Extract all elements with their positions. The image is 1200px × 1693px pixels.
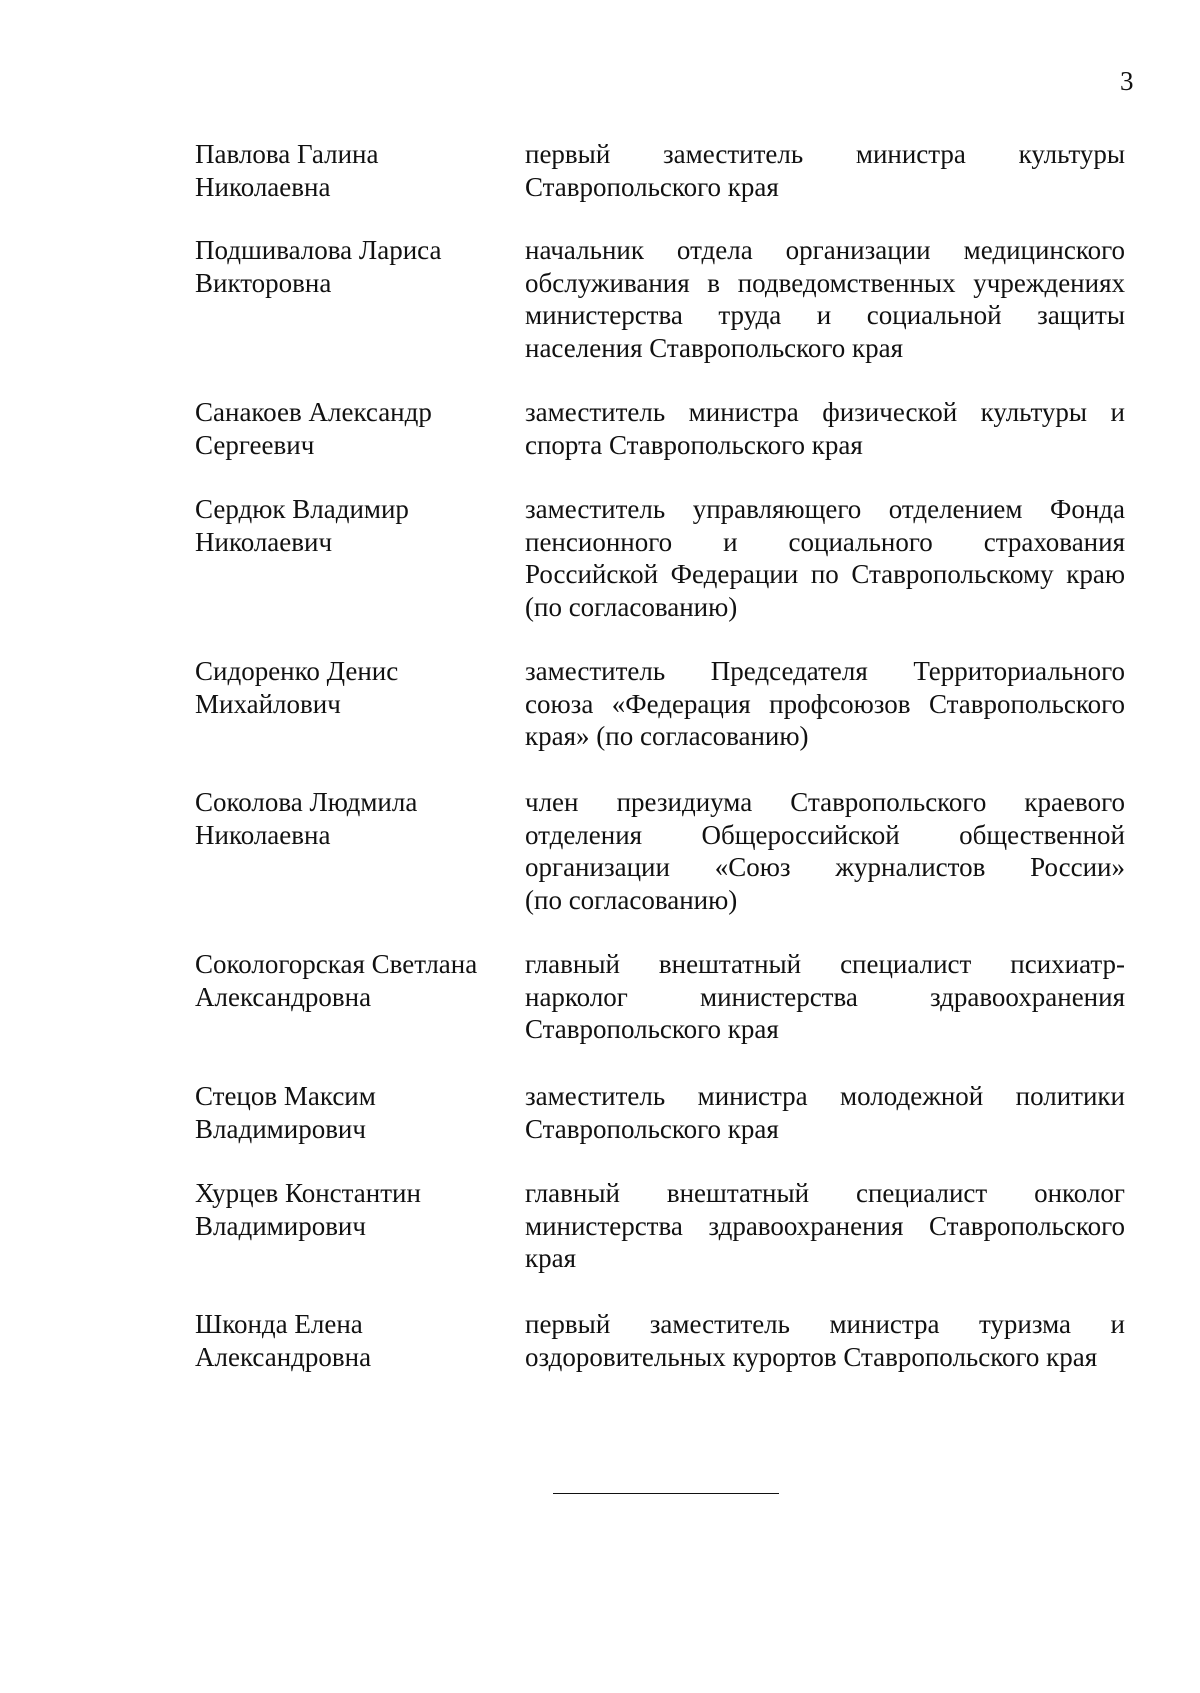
member-position-line: главный внештатный специалист психиатр- bbox=[525, 949, 1125, 979]
member-position-line: обслуживания в подведомственных учреждениях bbox=[525, 267, 1125, 298]
member-position-line: отделения Общероссийской общественной bbox=[525, 819, 1125, 850]
member-position bbox=[525, 1080, 1125, 1145]
member-name-line: Стецов Максим bbox=[195, 1081, 376, 1111]
member-position-line: министерства труда и социальной защиты bbox=[525, 300, 1125, 330]
member-name-line: Соколова Людмила bbox=[195, 787, 418, 817]
member-name-line: Владимирович bbox=[195, 1113, 366, 1144]
member-position-line: заместитель управляющего отделением Фонда bbox=[525, 494, 1125, 524]
member-name-line: Александровна bbox=[195, 981, 372, 1012]
member-position-line: Ставропольского края bbox=[525, 171, 779, 202]
member-position bbox=[525, 493, 1125, 623]
member-name-line: Владимирович bbox=[195, 1210, 366, 1241]
member-position bbox=[525, 138, 1125, 203]
member-position bbox=[525, 948, 1125, 1046]
member-position-line: организации «Союз журналистов России» bbox=[525, 852, 1125, 882]
member-name-line: Сидоренко Денис bbox=[195, 656, 399, 686]
member-name bbox=[195, 396, 495, 461]
member-name-line: Михайлович bbox=[195, 688, 341, 719]
member-position-line: края» (по согласованию) bbox=[525, 721, 809, 751]
member-position-line: министерства здравоохранения Ставропольского bbox=[525, 1210, 1125, 1241]
member-name-line: Николаевна bbox=[195, 171, 331, 202]
member-name bbox=[195, 234, 495, 299]
member-name bbox=[195, 493, 495, 558]
member-name bbox=[195, 1308, 495, 1373]
end-divider bbox=[553, 1493, 779, 1494]
member-position-line: пенсионного и социального страхования bbox=[525, 526, 1125, 557]
member-position-line: Ставропольского края bbox=[525, 1113, 779, 1144]
member-name-line: Николаевна bbox=[195, 819, 331, 850]
member-position-line: Российской Федерации по Ставропольскому краю bbox=[525, 559, 1125, 589]
member-position-line: заместитель министра молодежной политики bbox=[525, 1081, 1125, 1111]
member-position bbox=[525, 655, 1125, 753]
member-name-line: Сердюк Владимир bbox=[195, 494, 409, 524]
member-position-line: спорта Ставропольского края bbox=[525, 429, 863, 460]
page-number: 3 bbox=[1120, 66, 1134, 96]
member-position-line: начальник отдела организации медицинского bbox=[525, 235, 1125, 265]
member-position bbox=[525, 1308, 1125, 1373]
member-position-line: заместитель министра физической культуры и bbox=[525, 397, 1125, 427]
member-position-line: первый заместитель министра туризма и bbox=[525, 1309, 1125, 1339]
member-name-line: Санакоев Александр bbox=[195, 397, 432, 427]
member-position-line: первый заместитель министра культуры bbox=[525, 139, 1125, 169]
member-name-line: Сокологорская Светлана bbox=[195, 949, 478, 979]
member-position-line: (по согласованию) bbox=[525, 591, 738, 622]
member-name-line: Павлова Галина bbox=[195, 139, 379, 169]
member-name-line: Александровна bbox=[195, 1341, 372, 1372]
member-name bbox=[195, 786, 495, 851]
member-position bbox=[525, 234, 1125, 364]
member-name-line: Хурцев Константин bbox=[195, 1178, 421, 1208]
member-position-line: заместитель Председателя Территориального bbox=[525, 656, 1125, 686]
member-name bbox=[195, 1177, 495, 1242]
member-name-line: Шконда Елена bbox=[195, 1309, 363, 1339]
member-position-line: член президиума Ставропольского краевого bbox=[525, 787, 1125, 817]
member-name bbox=[195, 1080, 495, 1145]
member-position-line: Ставропольского края bbox=[525, 1014, 779, 1044]
member-position-line: главный внештатный специалист онколог bbox=[525, 1178, 1125, 1208]
member-name bbox=[195, 138, 495, 203]
member-position bbox=[525, 786, 1125, 916]
member-name bbox=[195, 948, 495, 1013]
member-position-line: нарколог министерства здравоохранения bbox=[525, 981, 1125, 1012]
member-name-line: Викторовна bbox=[195, 267, 332, 298]
member-position bbox=[525, 1177, 1125, 1275]
member-position bbox=[525, 396, 1125, 461]
member-position-line: (по согласованию) bbox=[525, 884, 738, 915]
member-name-line: Николаевич bbox=[195, 526, 333, 557]
member-name bbox=[195, 655, 495, 720]
member-position-line: союза «Федерация профсоюзов Ставропольского bbox=[525, 688, 1125, 719]
member-position-line: края bbox=[525, 1243, 577, 1273]
member-position-line: оздоровительных курортов Ставропольского края bbox=[525, 1341, 1098, 1372]
member-name-line: Сергеевич bbox=[195, 429, 315, 460]
member-name-line: Подшивалова Лариса bbox=[195, 235, 442, 265]
member-position-line: населения Ставропольского края bbox=[525, 332, 904, 363]
